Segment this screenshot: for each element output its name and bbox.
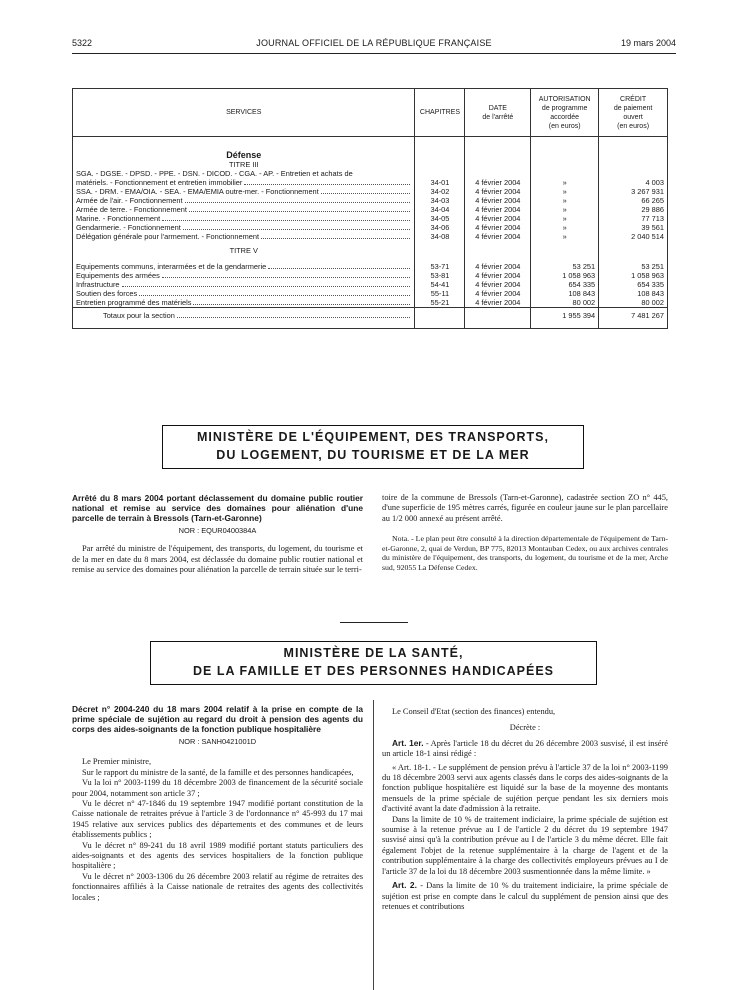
row-ap: »	[531, 232, 599, 241]
budget-table	[72, 88, 668, 329]
row-service: Equipements communs, interarmées et de la gendarmerie	[76, 262, 267, 271]
arrete-body-right: toire de la commune de Bressols (Tarn-et-Garonne), cadastrée section ZO n° 445, d'une superficie de 195 mètres carrés, figurée en couleur jaune sur le plan parcellaire au 1/2 000 annexé au présent arrêté.	[382, 493, 668, 523]
row-service: SGA. - DGSE. - DPSD. - PPE. - DSN. - DICOD. - CGA. - AP. - Entretien et achats de	[76, 169, 353, 178]
row-service: Armée de terre. - Fonctionnement	[76, 205, 187, 214]
row-date: 4 février 2004	[465, 280, 531, 289]
article-1-quote-2: Dans la limite de 10 % de traitement indiciaire, la prime spéciale de sujétion est soumise à la retenue prévue au I de l'article 2 du décret du 19 septembre 1947 susvisé ainsi qu'à la contribution prévue au I de l'article 3 du même décret. Elle fait également l'objet de la retenue supplémentaire à la charge de l'agent et de la contribution supplémentaire à la charge des collectivités employeurs prévues au I de l'article 37 de la loi du 18 décembre 2003 susmentionnée dans la même limite. »	[382, 814, 668, 876]
article-1-text: - Après l'article 18 du décret du 26 décembre 2003 susvisé, il est inséré un article 18-1 ainsi rédigé :	[382, 738, 668, 759]
row-cp: 3 267 931	[599, 187, 668, 196]
row-cp: 29 886	[599, 205, 668, 214]
decret-right-column	[382, 707, 668, 912]
row-ap: »	[531, 169, 599, 187]
row-service: SSA. - DRM. - EMA/OIA. - SEA. - EMA/EMIA outre-mer. - Fonctionnement	[76, 187, 319, 196]
decret-decrete: Décrète :	[509, 723, 541, 733]
row-service: Armée de l'air. - Fonctionnement	[76, 196, 183, 205]
divider	[340, 622, 408, 623]
page-header	[72, 38, 676, 52]
issue-date: 19 mars 2004	[620, 38, 676, 48]
col-autorisation: AUTORISATION de programme accordée (en euros)	[531, 89, 599, 137]
table-row	[73, 289, 668, 298]
article-1-quote: « Art. 18-1. - Le supplément de pension prévu à l'article 37 de la loi n° 2003-1199 du 18 décembre 2003 servi aux agents classés dans le corps des aides-soignants de la fonction publique hospitalière est liquidé sur la base de la moyenne des montants mensuels de la prime spéciale de sujétion perçue pendant les six derniers mois d'activité avant la date d'admission à la retraite.	[382, 762, 668, 814]
total-ap: 1 955 394	[531, 308, 599, 329]
arrete-title: Arrêté du 8 mars 2004 portant déclassement du domaine public routier national et remise au service des domaines pour aliénation d'une parcelle de terrain à Bressols (Tarn-et-Garonne)	[72, 493, 363, 523]
col-chapitres: CHAPITRES	[415, 89, 465, 137]
decret-para: Vu la loi n° 2003-1199 du 18 décembre 2003 de financement de la sécurité sociale pour 2004, notamment son article 37 ;	[72, 778, 363, 798]
row-service: Délégation générale pour l'armement. - Fonctionnement	[76, 232, 259, 241]
row-chapitre: 34-05	[415, 214, 465, 223]
row-chapitre: 53-71	[415, 262, 465, 271]
row-date: 4 février 2004	[465, 187, 531, 196]
row-chapitre: 34-06	[415, 223, 465, 232]
row-chapitre: 34-08	[415, 232, 465, 241]
decret-para: Le Premier ministre,	[82, 757, 152, 767]
arrete-nor: NOR : EQUR0400384A	[178, 526, 257, 535]
table-row	[73, 169, 668, 187]
ministry-sante-banner	[150, 641, 597, 685]
decret-para: Vu le décret n° 89-241 du 18 avril 1989 modifié portant statuts particuliers des aides-soignants et des agents des services hospitaliers de la fonction publique hospitalière ;	[72, 840, 363, 871]
row-chapitre: 34-03	[415, 196, 465, 205]
row-date: 4 février 2004	[465, 271, 531, 280]
decret-para: Vu le décret n° 2003-1306 du 26 décembre 2003 relatif au régime de retraites des fonctionnaires affiliés à la Caisse nationale de retraites des agents des collectivités locales ;	[72, 871, 363, 902]
decret-para: Sur le rapport du ministre de la santé, de la famille et des personnes handicapées,	[82, 767, 354, 777]
col-services: SERVICES	[73, 89, 415, 137]
row-service: Marine. - Fonctionnement	[76, 214, 161, 223]
arrete-note: Nota. - Le plan peut être consulté à la direction départementale de l'équipement de Tarn-et-Garonne, 2, quai de Verdun, BP 775, 82013 Montauban Cedex, ou aux archives centrales du ministère de l'équipement, des transports, du logement, du tourisme et de la mer, Arche sud, 92055 La Défense Cedex.	[382, 534, 668, 572]
row-cp: 80 002	[599, 298, 668, 308]
page-number: 5322	[72, 38, 93, 48]
row-date: 4 février 2004	[465, 169, 531, 187]
table-header-row	[73, 89, 668, 137]
row-cp: 654 335	[599, 280, 668, 289]
row-date: 4 février 2004	[465, 223, 531, 232]
ministry-line-1: MINISTÈRE DE L'ÉQUIPEMENT, DES TRANSPORTS,	[197, 430, 549, 444]
decret-left-column	[72, 704, 363, 903]
col-credit: CRÉDIT de paiement ouvert (en euros)	[599, 89, 668, 137]
table-row	[73, 196, 668, 205]
row-chapitre: 54-41	[415, 280, 465, 289]
row-service: Equipements des armées	[76, 271, 160, 280]
row-date: 4 février 2004	[465, 262, 531, 271]
section-title: Défense	[73, 151, 415, 160]
row-cp: 66 265	[599, 196, 668, 205]
row-ap: 80 002	[531, 298, 599, 308]
row-date: 4 février 2004	[465, 298, 531, 308]
decret-title: Décret n° 2004-240 du 18 mars 2004 relatif à la prise en compte de la prime spéciale de sujétion au regard du droit à pension des agents du corps des aides-soignants de la fonction publique hospitalière	[72, 704, 363, 734]
row-ap: 108 843	[531, 289, 599, 298]
row-ap: »	[531, 187, 599, 196]
ministry-equipement-banner	[162, 425, 584, 469]
table-row	[73, 223, 668, 232]
row-ap: »	[531, 205, 599, 214]
row-date: 4 février 2004	[465, 214, 531, 223]
row-chapitre: 55-21	[415, 298, 465, 308]
titre-3-heading: TITRE III	[73, 160, 415, 169]
arrete-right-column	[382, 493, 668, 573]
row-cp: 77 713	[599, 214, 668, 223]
journal-title: JOURNAL OFFICIEL DE LA RÉPUBLIQUE FRANÇAISE	[256, 38, 492, 48]
row-date: 4 février 2004	[465, 232, 531, 241]
table-row	[73, 232, 668, 241]
row-ap: »	[531, 214, 599, 223]
row-ap: 1 058 963	[531, 271, 599, 280]
row-chapitre: 34-04	[415, 205, 465, 214]
row-service-cont: matériels. - Fonctionnement et entretien immobilier	[76, 178, 243, 187]
column-separator	[373, 700, 374, 990]
header-rule	[72, 53, 676, 54]
decret-intro: Le Conseil d'Etat (section des finances) entendu,	[392, 707, 556, 716]
row-date: 4 février 2004	[465, 196, 531, 205]
row-ap: »	[531, 223, 599, 232]
row-service: Gendarmerie. - Fonctionnement	[76, 223, 181, 232]
row-cp: 39 561	[599, 223, 668, 232]
table-row	[73, 298, 668, 308]
table-row	[73, 262, 668, 271]
arrete-body-left: Par arrêté du ministre de l'équipement, des transports, du logement, du tourisme et de la mer en date du 8 mars 2004, est déclassée du domaine public routier national et remise au service des domaines pour aliénation la parcelle de terrain située sur le terri-	[72, 544, 363, 575]
row-service: Infrastructure	[76, 280, 120, 289]
ministry-line-2: DE LA FAMILLE ET DES PERSONNES HANDICAPÉES	[192, 664, 555, 678]
row-chapitre: 53-81	[415, 271, 465, 280]
article-2-label: Art. 2.	[392, 880, 417, 891]
table-row	[73, 280, 668, 289]
row-cp: 4 003	[599, 169, 668, 187]
table-row	[73, 187, 668, 196]
row-date: 4 février 2004	[465, 289, 531, 298]
table-row	[73, 205, 668, 214]
titre-5-heading: TITRE V	[73, 241, 415, 262]
row-cp: 108 843	[599, 289, 668, 298]
col-date: DATE de l'arrêté	[465, 89, 531, 137]
row-ap: 53 251	[531, 262, 599, 271]
row-ap: »	[531, 196, 599, 205]
row-chapitre: 55-11	[415, 289, 465, 298]
article-1-label: Art. 1er.	[392, 737, 424, 748]
table-row	[73, 214, 668, 223]
row-service: Entretien programmé des matériels	[76, 298, 192, 307]
decret-para: Vu le décret n° 47-1846 du 19 septembre 1947 modifié portant constitution de la Caisse nationale de retraites prévue à l'article 3 de l'ordonnance n° 45-993 du 17 mai 1945 relative aux services publics des départements et des communes et de leurs établissements publics ;	[72, 799, 363, 840]
total-row	[73, 308, 668, 329]
row-chapitre: 34-02	[415, 187, 465, 196]
total-cp: 7 481 267	[599, 308, 668, 329]
row-cp: 1 058 963	[599, 271, 668, 280]
row-ap: 654 335	[531, 280, 599, 289]
row-cp: 53 251	[599, 262, 668, 271]
arrete-left-column	[72, 493, 363, 576]
row-cp: 2 040 514	[599, 232, 668, 241]
row-date: 4 février 2004	[465, 205, 531, 214]
table-row	[73, 271, 668, 280]
row-chapitre: 34-01	[415, 169, 465, 187]
ministry-line-1: MINISTÈRE DE LA SANTÉ,	[283, 646, 464, 660]
row-service: Soutien des forces	[76, 289, 138, 298]
ministry-line-2: DU LOGEMENT, DU TOURISME ET DE LA MER	[216, 448, 530, 462]
total-label: Totaux pour la section	[103, 311, 175, 320]
article-2-text: - Dans la limite de 10 % du traitement indiciaire, la prime spéciale de sujétion est prise en compte dans le calcul du supplément de pension ainsi que des retenues et contributions	[382, 881, 668, 911]
decret-nor: NOR : SANH0421001D	[178, 737, 257, 746]
